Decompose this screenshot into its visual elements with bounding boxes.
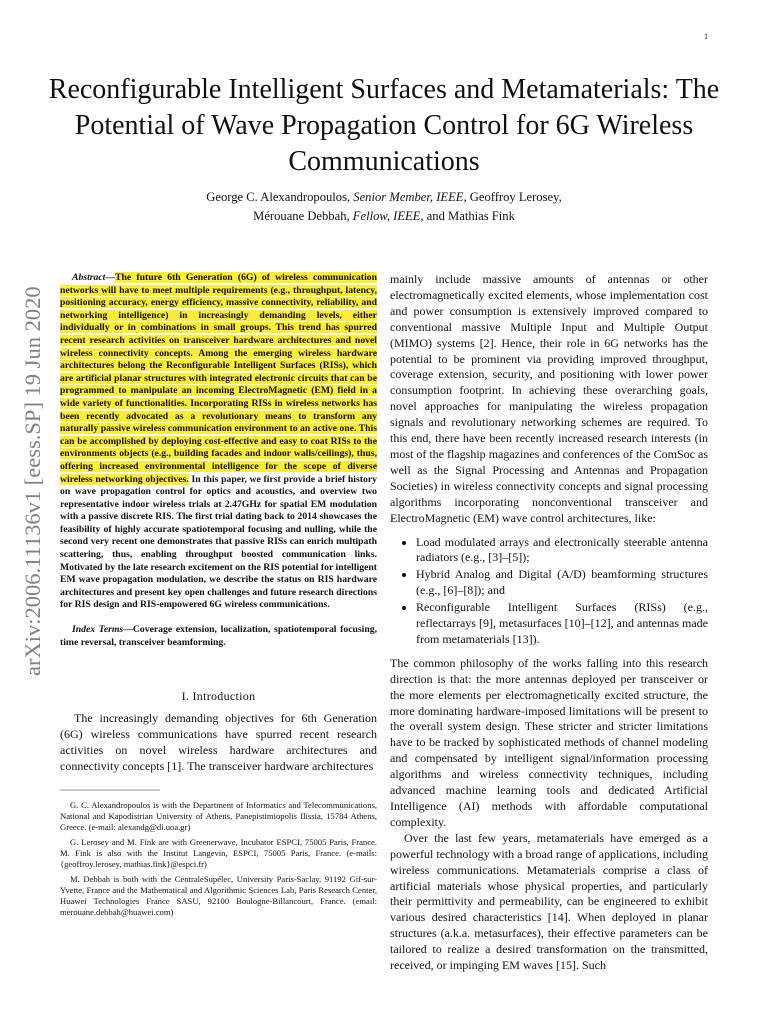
abstract-rest: In this paper, we first provide a brief history on wave propagation control for optics and acoustics, and overview two representative indoor wireless trials at 2.47GHz for spatial EM modulation with a passive discrete RIS. The first trial dating back to 2014 showcases the feasibility of highly accurate spatiotemporal focusing and nulling, while the second very recent one demonstrates that passive RISs can enrich multipath scattering, thus, enabling throughput boosted communication links. Motivated by the late research excitement on the RIS potential for intelligent EM wave propagation modulation, we describe the status on RIS hardware architectures and present key open challenges and future research directions for RIS design and RIS-empowered 6G wireless communications. xyxy=(60,473,377,611)
author-1-role: Senior Member, IEEE, xyxy=(353,190,467,204)
abstract xyxy=(60,272,377,612)
author-list xyxy=(40,188,728,226)
footnote-3: M. Debbah is both with the CentraleSupélec, University Paris-Saclay, 91192 Gif-sur-Yvette, France and the Mathematical and Algorithmic Sciences Lab, Paris Research Center, Huawei Technologies France SASU, 92100 Boulogne-Billancourt, France. (email: merouane.debbah@huawei.com) xyxy=(60,873,377,917)
list-item: • Load modulated arrays and electronically steerable antenna radiators (e.g., [3]–[5]); xyxy=(416,535,708,567)
paper-title: Reconfigurable Intelligent Surfaces and Metamaterials: The Potential of Wave Propagation Control for 6G Wireless Communications xyxy=(48,74,720,177)
section-heading-introduction: I. Introduction xyxy=(181,689,256,704)
right-paragraph-3: Over the last few years, metamaterials have emerged as a powerful technology with a broad range of applications, including wireless communications. Metamaterials comprise a class of artificial materials whose physical properties, and particularly their permittivity and permeability, can be engineered to exhibit various desired characteristics [14]. When deployed in planar structures (a.k.a. metasurfaces), their effective parameters can be tailored to realize a desired transformation on the transmitted, received, or impinging EM waves [15]. Such xyxy=(390,830,708,973)
index-terms-text: —Coverage extension, localization, spatiotemporal focusing, time reversal, transceiver beamforming. xyxy=(60,624,377,648)
intro-paragraph: The increasingly demanding objectives for 6th Generation (6G) wireless communications have spurred recent research activities on novel wireless hardware architectures and connectivity concepts [1]. The transceiver hardware architectures xyxy=(60,711,377,773)
author-1: George C. Alexandropoulos, xyxy=(206,190,354,204)
arxiv-stamp xyxy=(6,240,48,680)
list-item: • Hybrid Analog and Digital (A/D) beamforming structures (e.g., [6]–[8]); and xyxy=(416,567,708,599)
author-2: Geoffroy Lerosey, xyxy=(466,190,562,204)
bullet-list xyxy=(390,535,708,648)
author-4: and Mathias Fink xyxy=(423,209,515,223)
list-item: • Reconfigurable Intelligent Surfaces (RISs) (e.g., reflectarrays [9], metasurfaces [10]–[12], and antennas made from metamaterials [13]). xyxy=(416,600,708,648)
index-terms xyxy=(60,624,377,649)
footnote-1: G. C. Alexandropoulos is with the Department of Informatics and Telecommunications, National and Kapodistrian University of Athens, Panepistimiopolis Ilissia, 15784 Athens, Greece. (e-mail: alexandg@di.uoa.gr) xyxy=(60,799,377,832)
abstract-label: Abstract xyxy=(72,272,106,283)
arxiv-stamp-text: arXiv:2006.11136v1 [eess.SP] 19 Jun 2020 xyxy=(20,286,45,676)
index-terms-label: Index Terms xyxy=(72,624,124,636)
footnote-rule xyxy=(60,789,160,791)
author-3-role: Fellow, IEEE, xyxy=(352,209,424,223)
right-paragraph-2: The common philosophy of the works falling into this research direction is that: the more antennas deployed per transceiver or the more elements per electromagnetically excited structure, the more dominating hardware-imposed limitations will be present to the overall system design. These stricter and stricter limitations have to be tracked by sophisticated methods of channel modeling and compensated by intelligent signal/information processing algorithms and wireless connectivity techniques, including advanced machine learning tools and dedicated Artificial Intelligence (AI) methods with affordable computational complexity. xyxy=(390,655,708,829)
page-number: 1 xyxy=(704,32,708,41)
abstract-highlighted: The future 6th Generation (6G) of wireless communication networks will have to meet multiple requirements (e.g., throughput, latency, positioning accuracy, energy efficiency, massive connectivity, reliability, and networking intelligence) in increasingly demanding levels, either individually or in combinations in small groups. This trend has spurred recent research activities on transceiver hardware architectures and novel wireless connectivity concepts. Among the emerging wireless hardware architectures belong the Reconfigurable Intelligent Surfaces (RISs), which are artificial planar structures with integrated electronic circuits that can be programmed to manipulate an incoming ElectroMagnetic (EM) field in a wide variety of functionalities. Incorporating RISs in wireless networks has been recently advocated as a revolutionary means to transform any naturally passive wireless communication environment to an active one. This can be accomplished by deploying cost-effective and easy to coat RISs to the environments objects (e.g., building facades and indoor walls/ceilings), thus, offering increased environmental intelligence for the scope of diverse wireless networking objectives. xyxy=(60,272,377,485)
author-3: Mérouane Debbah, xyxy=(253,209,353,223)
right-column xyxy=(390,272,708,974)
left-column xyxy=(60,272,377,918)
right-paragraph-1: mainly include massive amounts of antennas or other electromagnetically excited elements, whose implementation cost and power consumption is extensively improved compared to conventional massive Multiple Input and Multiple Output (MIMO) systems [2]. Hence, their role in 6G networks has the potential to be prominent via providing improved throughput, coverage extension, security, and positioning with lower power consumption footprint. In achieving these overarching goals, novel approaches for manipulating the wireless propagation signals and revolutionary networking schemes are required. To this end, there have been recently increased research interests (in most of the flagship magazines and conferences of the ComSoc as well as the Signal Processing and Antennas and Propagation Societies) in wireless connectivity concepts and signal processing algorithms incorporating nonconventional transceiver and ElectroMagnetic (EM) wave control architectures, like: xyxy=(390,272,708,525)
abstract-dash: — xyxy=(105,272,116,283)
footnote-2: G. Lerosey and M. Fink are with Greenerwave, Incubator ESPCI, 75005 Paris, France. M. Fink is also with the Institut Langevin, ESPCI, 75005 Paris, France. (e-mails: {geoffroy.lerosey, mathias.fink}@espci.fr) xyxy=(60,836,377,869)
